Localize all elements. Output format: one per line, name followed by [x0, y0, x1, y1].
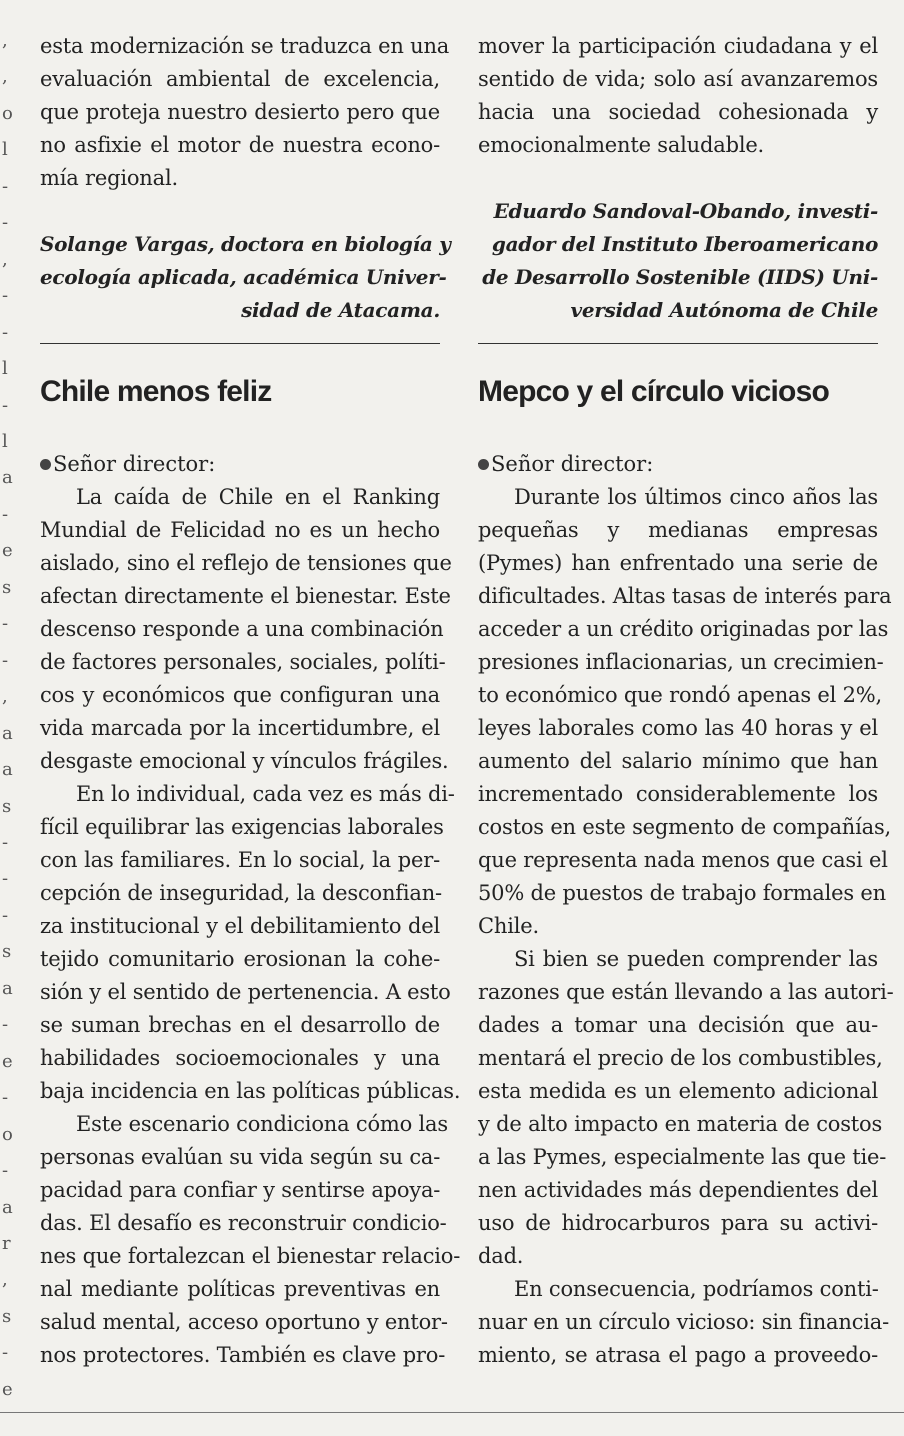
text-line: pequeñas y medianas empresas [478, 518, 878, 542]
previous-letter-ending [40, 30, 450, 195]
text-line: habilidades socioemocionales y una [40, 1046, 440, 1070]
text-line: nuar en un círculo vicioso: sin financia- [478, 1310, 889, 1334]
text-line: con las familiares. En lo social, la per- [40, 848, 440, 872]
margin-mark: e [2, 1050, 13, 1072]
margin-mark: s [2, 795, 12, 817]
signature-line: Eduardo Sandoval-Obando, investi- [493, 199, 878, 223]
signature-line: ecología aplicada, académica Univer- [40, 265, 447, 289]
margin-mark: - [2, 212, 9, 234]
text-line: das. El desafío es reconstruir condicio- [40, 1211, 447, 1235]
text-line: za institucional y el debilitamiento del [40, 914, 440, 938]
text-line: esta modernización se traduzca en una [40, 34, 450, 58]
text-line: mover la participación ciudadana y el [478, 34, 878, 58]
text-line: costos en este segmento de compañías, [478, 815, 891, 839]
text-line: que proteja nuestro desierto pero que [40, 100, 440, 124]
text-line: En consecuencia, podríamos conti- [514, 1277, 879, 1301]
left-divider [40, 343, 440, 344]
margin-mark: - [2, 321, 9, 343]
text-line: leyes laborales como las 40 horas y el [478, 716, 878, 740]
previous-letter-ending [478, 30, 878, 162]
text-line: uso de hidrocarburos para su activi- [478, 1211, 878, 1235]
text-line: pacidad para confiar y sentirse apoya- [40, 1178, 441, 1202]
text-line: sentido de vida; solo así avanzaremos [478, 67, 878, 91]
letter-body-mepco [478, 481, 894, 1372]
text-line: baja incidencia en las políticas públicas. [40, 1079, 461, 1103]
margin-mark: - [2, 1014, 9, 1036]
text-line: afectan directamente el bienestar. Este [40, 584, 451, 608]
signature-line: versidad Autónoma de Chile [570, 298, 878, 322]
text-line: En lo individual, cada vez es más di- [76, 782, 455, 806]
text-line: desgaste emocional y vínculos frágiles. [40, 749, 449, 773]
margin-mark: - [2, 831, 9, 853]
margin-mark: s [2, 1305, 12, 1327]
text-line: dad. [478, 1244, 524, 1268]
text-line: cepción de inseguridad, la desconfian- [40, 881, 442, 905]
margin-mark: a [2, 467, 13, 489]
margin-mark: - [2, 503, 9, 525]
margin-mark: l [2, 430, 8, 452]
text-line: Chile. [478, 914, 539, 938]
margin-mark: a [2, 722, 13, 744]
text-line: Mundial de Felicidad no es un hecho [40, 518, 440, 542]
text-line: mía regional. [40, 166, 178, 190]
text-line: incrementado considerablemente los [478, 782, 878, 806]
text-line: aumento del salario mínimo que han [478, 749, 878, 773]
margin-mark: e [2, 540, 13, 562]
text-line: hacia una sociedad cohesionada y [478, 100, 878, 124]
text-line: a las Pymes, especialmente las que tie- [478, 1145, 887, 1169]
text-line: y de alto impacto en materia de costos [478, 1112, 883, 1136]
margin-mark: , [2, 30, 8, 51]
margin-mark: s [2, 941, 12, 963]
margin-mark: - [2, 1342, 9, 1364]
text-line: descenso responde a una combinación [40, 617, 444, 641]
signature-line: gador del Instituto Iberoamericano [491, 232, 878, 256]
headline-chile-menos-feliz: Chile menos feliz [40, 375, 272, 408]
bullet-icon [478, 459, 489, 470]
text-line: nen actividades más dependientes del [478, 1178, 878, 1202]
margin-mark: - [2, 904, 9, 926]
margin-mark: - [2, 649, 9, 671]
text-line: salud mental, acceso oportuno y entor- [40, 1310, 448, 1334]
text-line: Si bien se pueden comprender las [514, 947, 878, 971]
text-line: emocionalmente saludable. [478, 133, 765, 157]
margin-mark: - [2, 1160, 9, 1182]
margin-mark: a [2, 1196, 13, 1218]
salutation [40, 448, 440, 481]
text-line: no asfixie el motor de nuestra econo- [40, 133, 440, 157]
margin-mark: , [2, 1269, 8, 1291]
text-line: evaluación ambiental de excelencia, [40, 67, 440, 91]
text-line: nal mediante políticas preventivas en [40, 1277, 440, 1301]
margin-mark: - [2, 1087, 9, 1109]
margin-mark: a [2, 977, 13, 999]
text-line: dades a tomar una decisión que au- [478, 1013, 878, 1037]
text-line: fícil equilibrar las exigencias laborales [40, 815, 444, 839]
text-line: sión y el sentido de pertenencia. A esto [40, 980, 451, 1004]
text-line: Durante los últimos cinco años las [514, 485, 878, 509]
text-line: Este escenario condiciona cómo las [76, 1112, 448, 1136]
text-line: acceder a un crédito originadas por las [478, 617, 889, 641]
right-signature [478, 195, 878, 327]
letter-body-chile-menos-feliz [40, 481, 461, 1372]
margin-mark: s [2, 576, 12, 598]
margin-mark: e [2, 1378, 13, 1400]
salutation [478, 448, 878, 481]
text-line: nos protectores. También es clave pro- [40, 1343, 446, 1367]
signature-line: Solange Vargas, doctora en biología y [40, 232, 451, 256]
margin-mark: r [2, 1232, 11, 1254]
text-line: esta medida es un elemento adicional [478, 1079, 878, 1103]
adjacent-column-edge [0, 30, 16, 1400]
text-line: nes que fortalezcan el bienestar relacio- [40, 1244, 461, 1268]
text-line: razones que están llevando a las autori- [478, 980, 894, 1004]
text-line: se suman brechas en el desarrollo de [40, 1013, 440, 1037]
left-signature [40, 228, 451, 327]
margin-mark: , [2, 66, 8, 88]
headline-mepco: Mepco y el círculo vicioso [478, 375, 829, 408]
text-line: cos y económicos que configuran una [40, 683, 440, 707]
text-line: La caída de Chile en el Ranking [76, 485, 440, 509]
left-column [40, 30, 461, 1372]
margin-mark: a [2, 759, 13, 781]
text-line: presiones inflacionarias, un crecimien- [478, 650, 884, 674]
margin-mark: , [2, 248, 8, 270]
text-line: aislado, sino el reflejo de tensiones que [40, 551, 452, 575]
text-line: (Pymes) han enfrentado una serie de [478, 551, 878, 575]
signature-line: de Desarrollo Sostenible (IIDS) Uni- [482, 265, 878, 289]
margin-mark: l [2, 358, 8, 380]
right-column [478, 30, 894, 1372]
salutation-text: Señor director: [491, 452, 654, 476]
margin-mark: o [2, 102, 13, 124]
text-line: de factores personales, sociales, políti- [40, 650, 446, 674]
salutation-text: Señor director: [53, 452, 216, 476]
signature-line: sidad de Atacama. [241, 298, 440, 322]
margin-mark: - [2, 175, 9, 197]
text-line: vida marcada por la incertidumbre, el [40, 716, 440, 740]
text-line: 50% de puestos de trabajo formales en [478, 881, 886, 905]
text-line: to económico que rondó apenas el 2%, [478, 683, 883, 707]
margin-mark: , [2, 686, 8, 708]
margin-mark: - [2, 285, 9, 307]
page-bottom-rule [0, 1412, 904, 1413]
margin-mark: o [2, 1123, 13, 1145]
text-line: que representa nada menos que casi el [478, 848, 888, 872]
text-line: mentará el precio de los combustibles, [478, 1046, 883, 1070]
margin-mark: - [2, 394, 9, 416]
right-divider [478, 343, 878, 344]
text-line: miento, se atrasa el pago a proveedo- [478, 1343, 878, 1367]
margin-mark: l [2, 139, 8, 161]
margin-mark: - [2, 868, 9, 890]
bullet-icon [40, 459, 51, 470]
margin-mark: - [2, 613, 9, 635]
text-line: personas evalúan su vida según su ca- [40, 1145, 441, 1169]
text-line: tejido comunitario erosionan la cohe- [40, 947, 440, 971]
text-line: dificultades. Altas tasas de interés para [478, 584, 892, 608]
